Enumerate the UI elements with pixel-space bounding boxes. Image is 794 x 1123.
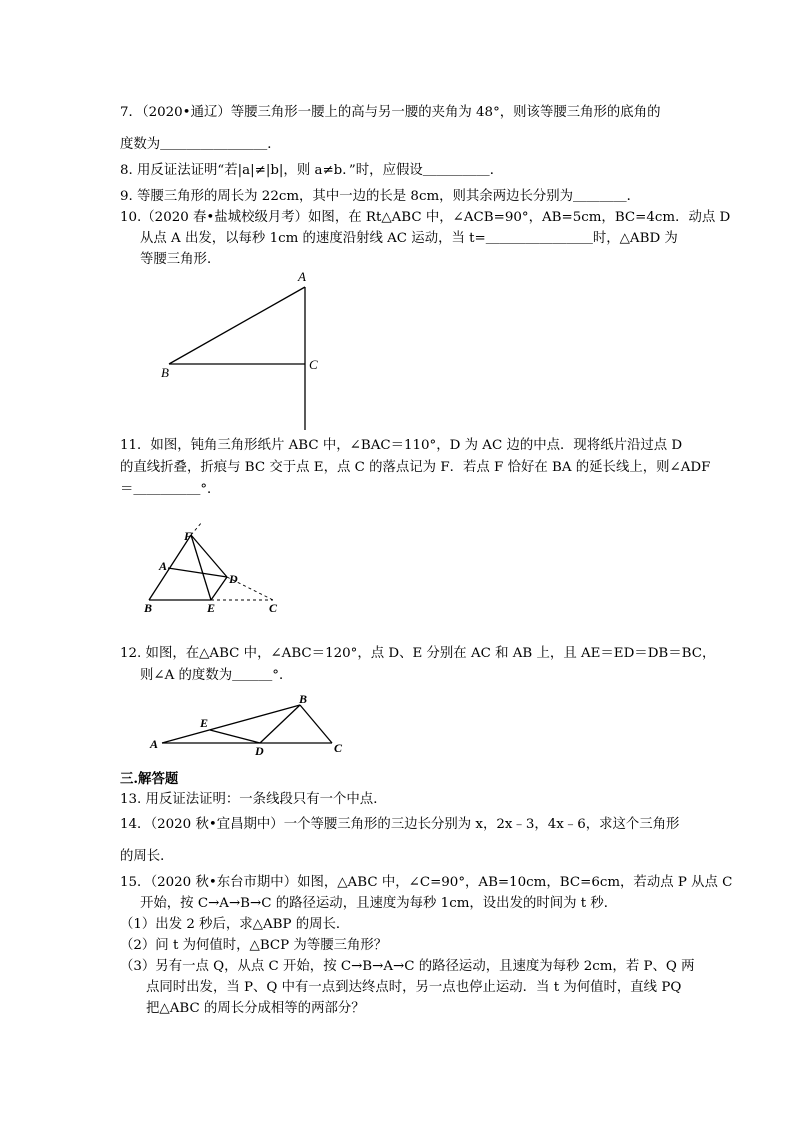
segment-bc [300,705,332,743]
segment-ad [168,568,227,577]
label-a: A [159,559,168,573]
label-c: C [334,741,343,755]
q10-line1: 10.（2020 春•盐城校级月考）如图，在 Rt△ABC 中，∠ACB=90°，AB=5cm，BC=4cm．动点 D [120,210,731,225]
label-c: C [309,357,318,372]
ba-extension [191,522,202,535]
q12-line2: 则∠A 的度数为＿＿＿°． [140,668,293,683]
q11-figure [140,520,290,620]
segment-fe [191,535,211,600]
q15-line2: 开始，按 C→A→B→C 的路径运动，且速度为每秒 1cm，设出发的时间为 t 秒． [140,896,618,911]
q7-line2: 度数为＿＿＿＿＿＿＿＿． [120,137,281,152]
q11-line3: ＝＿＿＿＿＿°． [120,482,221,497]
q11-line2: 的直线折叠，折痕与 BC 交于点 E，点 C 的落点记为 F．若点 F 恰好在 BA 的延长线上，则∠ADF [120,460,711,475]
q14-line2: 的周长． [120,849,174,864]
segment-ab [169,287,305,364]
label-e: E [200,716,209,730]
q15-part2: （2）问 t 为何值时，△BCP 为等腰三角形？ [120,938,388,953]
q15-part3-line2: 点同时出发，当 P、Q 中有一点到达终点时，另一点也停止运动．当 t 为何值时，直线 PQ [146,980,682,995]
q12-figure [145,692,355,762]
q7-line1: 7．（2020•通辽）等腰三角形一腰上的高与另一腰的夹角为 48°，则该等腰三角形的底角的 [120,105,661,120]
segment-de [211,577,227,600]
segment-fd [191,535,227,577]
segment-ed [210,730,260,743]
q10-figure [155,270,335,430]
q8-line1: 8. 用反证法证明“若|a|≠|b|，则 a≠b．”时，应假设＿＿＿＿＿． [120,163,504,178]
label-d: D [229,572,238,586]
q13-line1: 13. 用反证法证明：一条线段只有一个中点． [120,792,387,807]
q9-line1: 9. 等腰三角形的周长为 22cm，其中一边的长是 8cm，则其余两边长分别为＿＿＿＿． [120,189,640,204]
q12-line1: 12. 如图，在△ABC 中，∠ABC＝120°，点 D、E 分别在 AC 和 AB 上，且 AE＝ED＝DB＝BC， [120,646,716,661]
q15-line1: 15．（2020 秋•东台市期中）如图，△ABC 中，∠C=90°，AB=10cm，BC=6cm，若动点 P 从点 C [120,875,733,890]
label-a: A [298,270,306,284]
label-c: C [269,601,278,615]
label-a: A [150,737,159,751]
q15-part3-line1: （3）另有一点 Q，从点 C 开始，按 C→B→A→C 的路径运动，且速度为每秒 2cm，若 P、Q 两 [120,959,695,974]
q14-line1: 14．（2020 秋•宜昌期中）一个等腰三角形的三边长分别为 x，2x﹣3，4x﹣6，求这个三角形 [120,817,680,832]
segment-bf [149,535,191,600]
label-f: F [184,529,193,543]
q15-part1: （1）出发 2 秒后，求△ABP 的周长． [120,917,350,932]
q11-line1: 11．如图，钝角三角形纸片 ABC 中，∠BAC＝110°，D 为 AC 边的中点．现将纸片沿过点 D [120,438,683,453]
q10-line3: 等腰三角形． [140,252,221,267]
q15-part3-line3: 把△ABC 的周长分成相等的两部分？ [146,1001,365,1016]
q10-line2: 从点 A 出发，以每秒 1cm 的速度沿射线 AC 运动，当 t=＿＿＿＿＿＿＿＿时，△ABD 为 [140,231,678,246]
label-e: E [207,601,216,615]
label-d: D [255,744,264,758]
label-b: B [161,365,169,380]
label-b: B [144,601,153,615]
label-b: B [299,692,308,706]
section-title: 三.解答题 [120,771,179,787]
